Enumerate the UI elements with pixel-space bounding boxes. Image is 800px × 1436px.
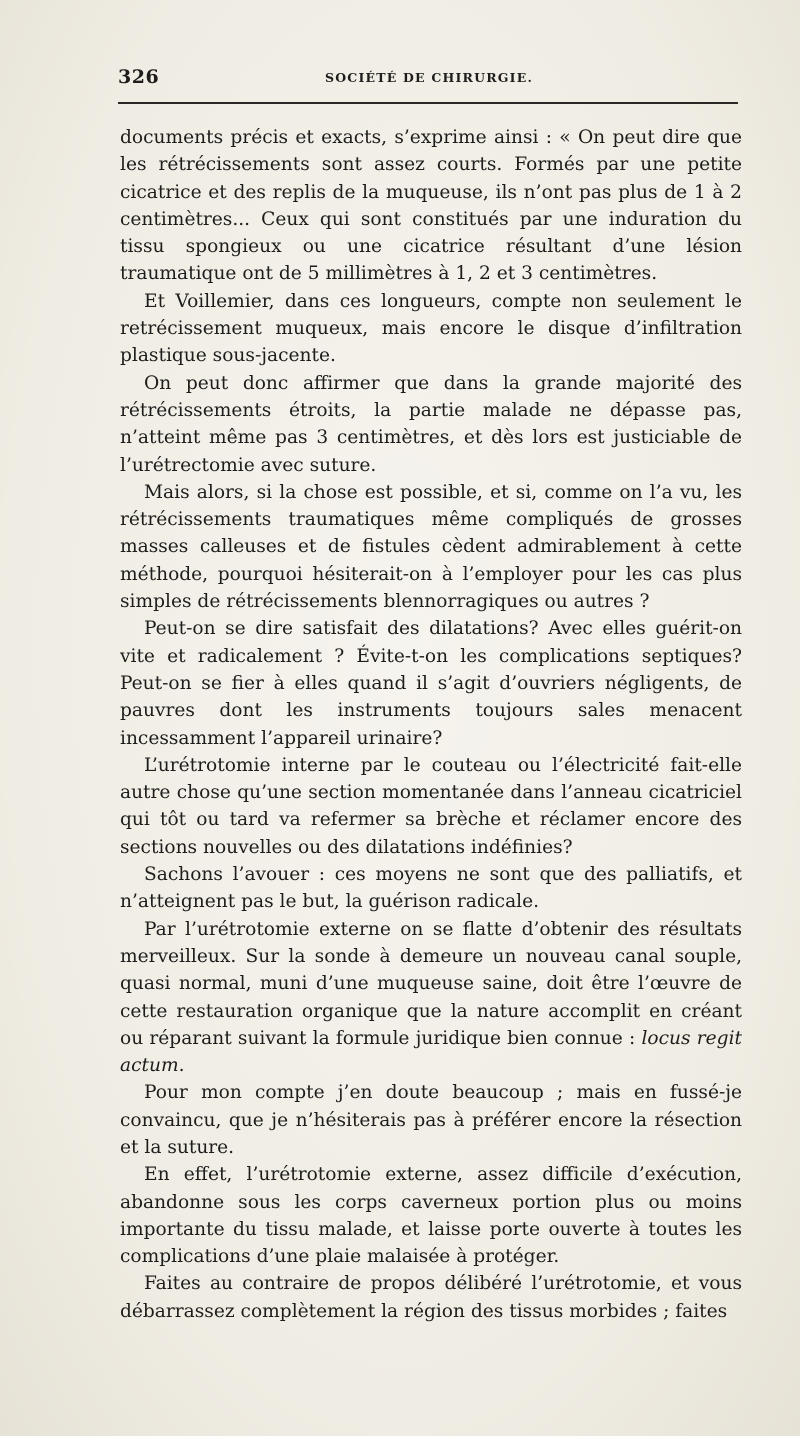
- paragraph-text: Par l’urétrotomie externe on se flatte d’obtenir des résultats merveilleux. Sur la sonde à demeure un nouveau canal souple, quasi normal, muni d’une muqueuse saine, doit être l’œuvre de cette restauration organique que la nature accomplit en créant ou réparant suivant la formule juridique bien connue :: [120, 918, 742, 1049]
- paragraph-text: L’urétrotomie interne par le couteau ou l’électricité fait-elle autre chose qu’une section momentanée dans l’anneau cicatriciel qui tôt ou tard va refermer sa brèche et réclamer encore des sections nouvelles ou des dilatations indéfinies?: [120, 754, 742, 858]
- paragraph-text: Pour mon compte j’en doute beaucoup ; mais en fussé-je convaincu, que je n’hésiterais pas à préférer encore la résection et la suture.: [120, 1082, 742, 1158]
- paragraph: [120, 615, 742, 751]
- running-head: SOCIÉTÉ DE CHIRURGIE.: [324, 70, 534, 85]
- paragraph: [120, 1079, 742, 1161]
- latin-phrase: locus regit actum: [120, 1027, 742, 1077]
- paragraph: [120, 479, 742, 615]
- paragraph-text: Faites au contraire de propos délibéré l’urétrotomie, et vous débarrassez complètement la région des tissus morbides ; faites: [120, 1273, 742, 1322]
- paragraph-text: Et Voillemier, dans ces longueurs, compte non seulement le retrécissement muqueux, mais encore le disque d’infiltration plastique sous-jacente.: [120, 290, 742, 367]
- page-number: 326: [118, 66, 160, 88]
- paragraph: [120, 288, 742, 370]
- paragraph-text: Peut-on se dire satisfait des dilatations? Avec elles guérit-on vite et radicalement ? Évite-t-on les complications septiques? Peut-on se fier à elles quand il s’agit d’ouvriers négligents, de pauvres dont les instruments toujours sales menacent incessamment l’appareil urinaire?: [120, 618, 742, 749]
- paragraph-text: En effet, l’urétrotomie externe, assez difficile d’exécution, abandonne sous les corps caverneux portion plus ou moins importante du tissu malade, et laisse porte ouverte à toutes les complications d’une plaie malaisée à protéger.: [120, 1164, 742, 1268]
- header-rule: [118, 102, 738, 104]
- page-header: [118, 66, 740, 92]
- paragraph-text: Mais alors, si la chose est possible, et si, comme on l’a vu, les rétrécissements traumatiques même compliqués de grosses masses calleuses et de fistules cèdent admirablement à cette méthode, pourquoi hésiterait-on à l’employer pour les cas plus simples de rétrécissements blennorragiques ou autres ?: [120, 481, 742, 613]
- body-text: [120, 124, 742, 1325]
- paragraph: [120, 916, 742, 1080]
- paragraph-text: On peut donc affirmer que dans la grande majorité des rétrécissements étroits, la partie malade ne dépasse pas, n’atteint même pas 3 centimètres, et dès lors est justiciable de l’urétrectomie avec suture.: [120, 372, 742, 476]
- paragraph-text: .: [178, 1055, 185, 1077]
- paragraph: [120, 752, 742, 861]
- paragraph: [120, 1161, 742, 1270]
- paragraph: [120, 1270, 742, 1325]
- paragraph-text: documents précis et exacts, s’exprime ainsi : « On peut dire que les rétrécissements sont assez courts. Formés par une petite cicatrice et des replis de la muqueuse, ils n’ont pas plus de 1 à 2 centimètres... Ceux qui sont constitués par une induration du tissu spongieux ou une cicatrice résultant d’une lésion traumatique ont de 5 millimètres à 1, 2 et 3 centimètres.: [120, 127, 742, 285]
- paragraph: [120, 861, 742, 916]
- paragraph: [120, 370, 742, 479]
- paragraph: [120, 124, 742, 288]
- paragraph-text: Sachons l’avouer : ces moyens ne sont que des palliatifs, et n’atteignent pas le but, la guérison radicale.: [120, 864, 742, 913]
